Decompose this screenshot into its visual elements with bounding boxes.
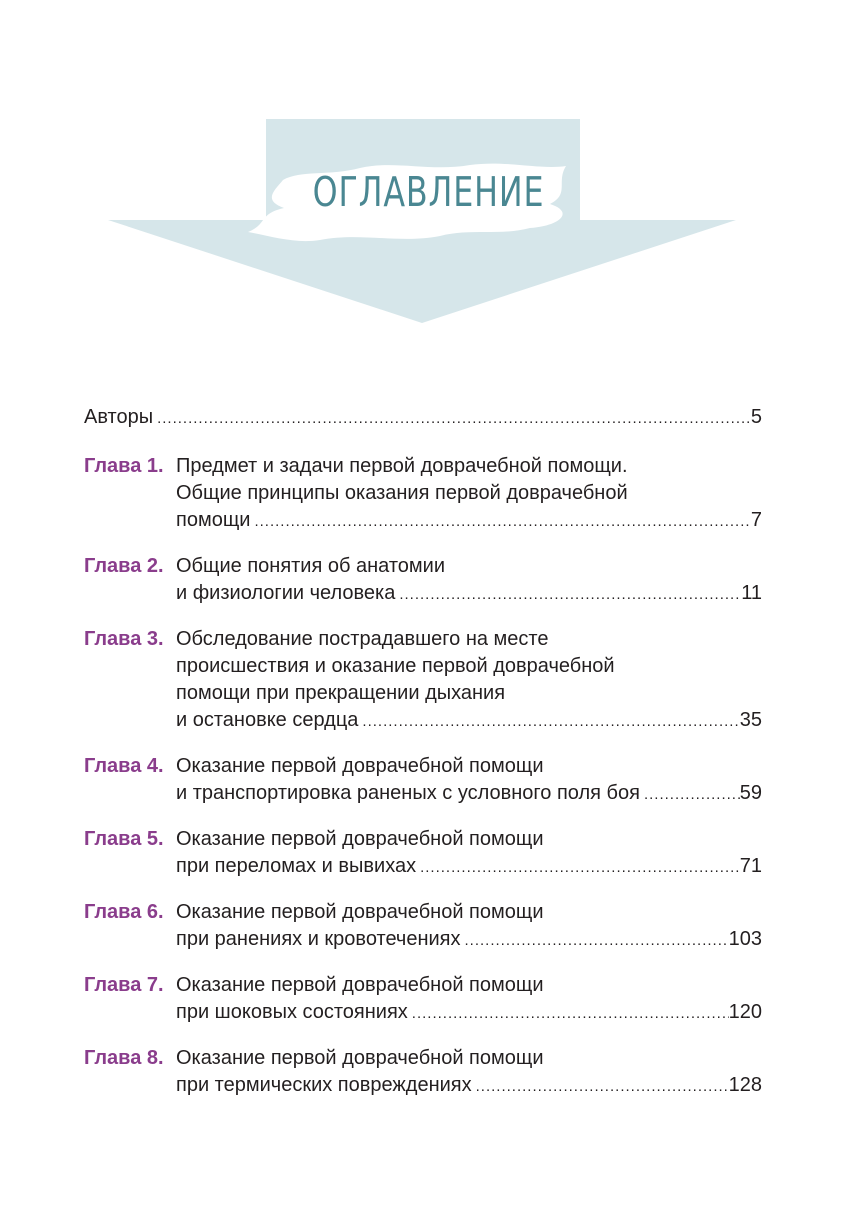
toc-line: Оказание первой доврачебной помощи <box>176 901 544 923</box>
toc-line: при шоковых состояниях <box>176 1001 408 1023</box>
toc-page-number: 5 <box>750 406 762 428</box>
toc-line: при переломах и вывихах <box>176 855 417 877</box>
dot-leader <box>408 999 729 1027</box>
toc-page-number: 128 <box>728 1074 762 1096</box>
toc-line: Оказание первой доврачебной помощи <box>176 755 544 777</box>
chapter-label: Глава 1. <box>84 455 164 477</box>
toc-page-number: 35 <box>739 709 762 731</box>
toc-page-number: 120 <box>728 1001 762 1023</box>
chapter-label: Глава 4. <box>84 755 164 777</box>
toc-line: происшествия и оказание первой доврачебной <box>176 655 615 677</box>
dot-leader <box>153 404 751 432</box>
dot-leader <box>461 926 729 954</box>
chapter-label: Глава 3. <box>84 628 164 650</box>
toc-line: и транспортировка раненых с условного поля боя <box>176 782 640 804</box>
toc-line: Оказание первой доврачебной помощи <box>176 1047 544 1069</box>
toc-entry-chapter-4[interactable] <box>84 753 762 808</box>
toc-line: при термических повреждениях <box>176 1074 472 1096</box>
toc-line: и остановке сердца <box>176 709 359 731</box>
toc-line: Оказание первой доврачебной помощи <box>176 828 544 850</box>
chapter-label: Глава 6. <box>84 901 164 923</box>
toc-entry-chapter-2[interactable] <box>84 553 762 608</box>
toc-page-number: 11 <box>741 582 762 604</box>
dot-leader <box>250 507 750 535</box>
toc-entry-title: Авторы <box>84 406 154 428</box>
toc-line: Предмет и задачи первой доврачебной помощи. <box>176 455 628 477</box>
toc-line: Оказание первой доврачебной помощи <box>176 974 544 996</box>
toc-entry-chapter-7[interactable] <box>84 972 762 1027</box>
toc-line: помощи <box>176 509 251 531</box>
table-of-contents <box>84 404 762 1118</box>
toc-page-number: 59 <box>739 782 762 804</box>
toc-page-number: 103 <box>728 928 762 950</box>
toc-line: при ранениях и кровотечениях <box>176 928 461 950</box>
toc-entry-authors[interactable] <box>84 404 762 432</box>
toc-line: Общие принципы оказания первой доврачебной <box>176 482 628 504</box>
chapter-label: Глава 5. <box>84 828 164 850</box>
page-title: ОГЛАВЛЕНИЕ <box>312 168 545 216</box>
toc-line: Общие понятия об анатомии <box>176 555 446 577</box>
dot-leader <box>358 707 739 735</box>
toc-entry-chapter-8[interactable] <box>84 1045 762 1100</box>
toc-line: Обследование пострадавшего на месте <box>176 628 549 650</box>
chapter-label: Глава 8. <box>84 1047 164 1069</box>
toc-line: и физиологии человека <box>176 582 396 604</box>
toc-page-number: 7 <box>750 509 762 531</box>
dot-leader <box>472 1072 729 1100</box>
toc-page-number: 71 <box>739 855 762 877</box>
toc-entry-chapter-5[interactable] <box>84 826 762 881</box>
toc-entry-chapter-3[interactable] <box>84 626 762 735</box>
dot-leader <box>395 580 741 608</box>
toc-entry-chapter-6[interactable] <box>84 899 762 954</box>
chapter-label: Глава 2. <box>84 555 164 577</box>
dot-leader <box>416 853 740 881</box>
dot-leader <box>640 780 740 808</box>
chapter-label: Глава 7. <box>84 974 164 996</box>
toc-entry-chapter-1[interactable] <box>84 453 762 535</box>
toc-line: помощи при прекращении дыхания <box>176 682 506 704</box>
